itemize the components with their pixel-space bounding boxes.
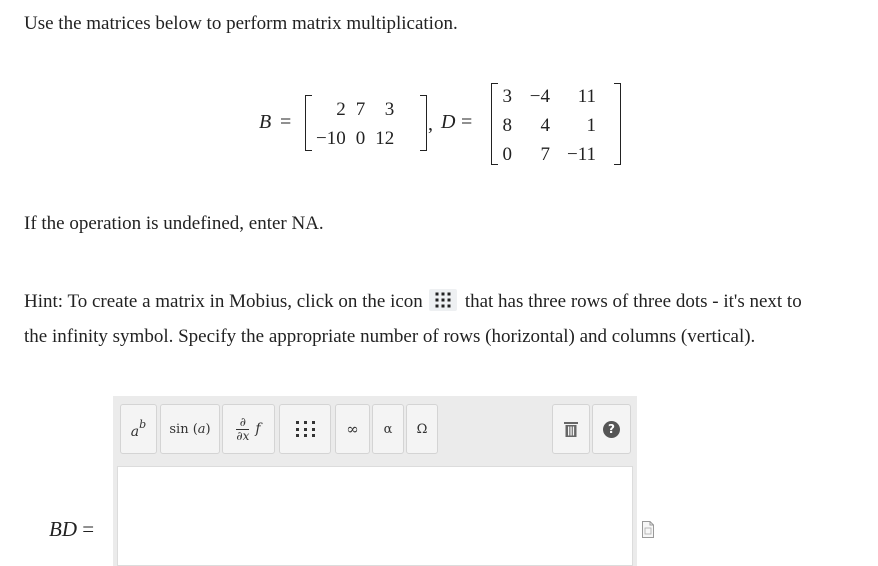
delete-button[interactable] (552, 404, 590, 454)
sin-icon: sin (a) (169, 421, 211, 437)
matrix-d (491, 83, 621, 165)
answer-input[interactable] (117, 466, 633, 566)
matrix-b-cell: −10 (316, 128, 346, 149)
superscript-button[interactable] (120, 404, 157, 454)
intro-text: Use the matrices below to perform matrix multiplication. (24, 13, 458, 34)
matrix-d-table (495, 82, 601, 169)
matrix-d-cell: 4 (540, 115, 550, 136)
omega-icon: Ω (416, 421, 428, 437)
matrix-b-cell: 0 (355, 128, 366, 149)
matrix-d-cell: 1 (586, 115, 596, 136)
matrix-b-cell: 7 (355, 99, 366, 120)
hint-text-after: that has three rows of three dots - it's next to (464, 291, 802, 312)
hint-line-1 (24, 289, 802, 313)
infinity-button[interactable] (335, 404, 370, 454)
partial-derivative-icon: ∂ ∂x f (236, 414, 261, 443)
matrix-icon (296, 421, 315, 437)
matrix-b-cell: 12 (375, 128, 395, 149)
matrix-d-cell: 11 (577, 86, 596, 107)
matrix-separator: , (428, 113, 433, 135)
matrix-d-right-bracket (614, 83, 621, 165)
help-icon: ? (603, 421, 620, 438)
matrix-b-name: B (259, 111, 272, 133)
matrix-b-equals: = (280, 111, 292, 133)
equation-editor (113, 396, 637, 566)
matrix-b (305, 95, 427, 151)
matrix-b-table (311, 95, 399, 153)
matrix-d-name: D (441, 111, 456, 133)
matrix-b-right-bracket (420, 95, 427, 151)
undefined-note: If the operation is undefined, enter NA. (24, 213, 324, 234)
matrix-d-equals: = (461, 111, 473, 133)
omega-button[interactable] (406, 404, 438, 454)
matrix-b-cell: 3 (384, 99, 395, 120)
matrix-b-cell: 2 (336, 99, 346, 120)
matrix-d-cell: −11 (566, 144, 596, 165)
matrix-d-cell: 3 (502, 86, 512, 107)
infinity-icon: ∞ (346, 420, 359, 438)
matrix-icon (429, 289, 457, 311)
partial-derivative-button[interactable] (222, 404, 275, 454)
matrix-d-cell: 7 (540, 144, 550, 165)
alpha-icon: α (383, 421, 393, 437)
matrix-d-cell: 8 (502, 115, 512, 136)
answer-label-var: BD (49, 517, 77, 541)
matrix-button[interactable] (279, 404, 331, 454)
sin-button[interactable] (160, 404, 220, 454)
file-preview-icon[interactable] (642, 521, 654, 538)
help-button[interactable] (592, 404, 631, 454)
superscript-icon: $a^b$ (130, 418, 147, 440)
answer-label (49, 517, 94, 542)
hint-text-before: Hint: To create a matrix in Mobius, click on the icon (24, 291, 423, 312)
answer-label-eq: = (82, 517, 95, 541)
matrix-d-cell: 0 (502, 144, 512, 165)
matrix-d-cell: −4 (529, 86, 550, 107)
hint-line-2: the infinity symbol. Specify the appropriate number of rows (horizontal) and columns (vertical). (24, 326, 756, 347)
alpha-button[interactable] (372, 404, 404, 454)
trash-icon (564, 421, 578, 437)
